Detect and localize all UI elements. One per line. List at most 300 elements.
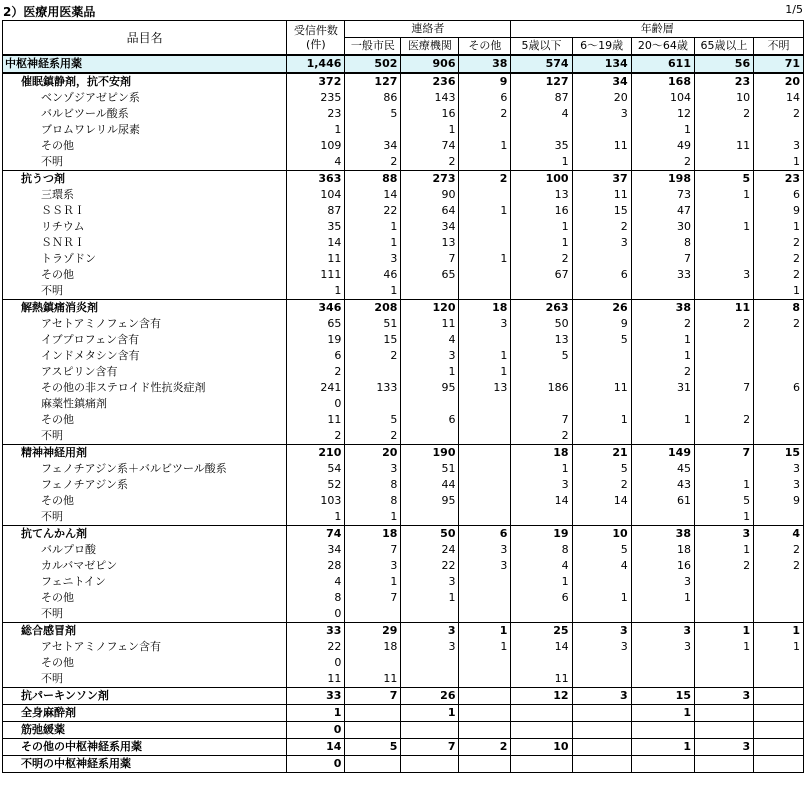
cell-value xyxy=(631,396,694,412)
cell-value: 34 xyxy=(345,138,401,154)
cell-value: 168 xyxy=(631,73,694,90)
cell-value: 1 xyxy=(572,590,631,606)
cell-value: 0 xyxy=(287,756,345,773)
cell-value: 50 xyxy=(511,316,572,332)
cell-value xyxy=(572,739,631,756)
cell-value: 2 xyxy=(459,106,511,122)
cell-value: 1 xyxy=(694,623,753,640)
cell-value: 1 xyxy=(694,542,753,558)
cell-value: 0 xyxy=(287,655,345,671)
cell-value: 6 xyxy=(287,348,345,364)
cell-value: 133 xyxy=(345,380,401,396)
row-label: バルプロ酸 xyxy=(3,542,287,558)
cell-value: 33 xyxy=(631,267,694,283)
cell-value: 263 xyxy=(511,300,572,317)
cell-value: 5 xyxy=(345,412,401,428)
page-title: 2）医療用医薬品 xyxy=(3,5,96,19)
cell-value: 11 xyxy=(511,671,572,688)
row-label: ベンゾジアゼピン系 xyxy=(3,90,287,106)
cell-value xyxy=(511,364,572,380)
row-label: トラゾドン xyxy=(3,251,287,267)
cell-value: 7 xyxy=(345,688,401,705)
cell-value xyxy=(694,574,753,590)
cell-value: 1 xyxy=(754,283,804,300)
row-label: 催眠鎮静剤，抗不安剤 xyxy=(3,73,287,90)
row-label: 不明 xyxy=(3,283,287,300)
cell-value: 4 xyxy=(287,154,345,171)
cell-value: 4 xyxy=(401,332,459,348)
row-label: インドメタシン含有 xyxy=(3,348,287,364)
row-label: 精神神経用剤 xyxy=(3,445,287,462)
row-label: 抗うつ剤 xyxy=(3,171,287,188)
cell-value: 52 xyxy=(287,477,345,493)
cell-value: 363 xyxy=(287,171,345,188)
cell-value: 6 xyxy=(754,380,804,396)
cell-value xyxy=(754,722,804,739)
cell-value: 2 xyxy=(754,235,804,251)
cell-value: 127 xyxy=(511,73,572,90)
cell-value xyxy=(694,428,753,445)
row-label: フェニトイン xyxy=(3,574,287,590)
row-label: フェノチアジン系＋バルビツール酸系 xyxy=(3,461,287,477)
cell-value: 120 xyxy=(401,300,459,317)
row-label: 中枢神経系用薬 xyxy=(3,55,287,73)
table-row xyxy=(3,332,804,348)
cell-value xyxy=(345,705,401,722)
cell-value: 2 xyxy=(631,154,694,171)
cell-value xyxy=(459,412,511,428)
cell-value: 7 xyxy=(511,412,572,428)
table-row xyxy=(3,283,804,300)
cell-value: 4 xyxy=(511,558,572,574)
cell-value: 44 xyxy=(401,477,459,493)
table-row xyxy=(3,380,804,396)
cell-value xyxy=(754,332,804,348)
cell-value: 51 xyxy=(401,461,459,477)
cell-value: 15 xyxy=(345,332,401,348)
cell-value: 8 xyxy=(631,235,694,251)
cell-value: 6 xyxy=(572,267,631,283)
cell-value: 149 xyxy=(631,445,694,462)
cell-value xyxy=(572,154,631,171)
cell-value: 14 xyxy=(287,739,345,756)
cell-value: 8 xyxy=(345,477,401,493)
cell-value: 7 xyxy=(401,739,459,756)
cell-value: 1 xyxy=(401,122,459,138)
table-row xyxy=(3,574,804,590)
table-row-category xyxy=(3,300,804,317)
cell-value: 23 xyxy=(287,106,345,122)
cell-value: 1 xyxy=(401,590,459,606)
cell-value: 1 xyxy=(754,639,804,655)
cell-value xyxy=(754,705,804,722)
row-label: リチウム xyxy=(3,219,287,235)
cell-value xyxy=(631,428,694,445)
row-label: アセトアミノフェン含有 xyxy=(3,639,287,655)
cell-value: 1 xyxy=(345,574,401,590)
cell-value xyxy=(511,283,572,300)
cell-value: 13 xyxy=(511,187,572,203)
cell-value xyxy=(459,493,511,509)
cell-value: 38 xyxy=(631,300,694,317)
cell-value xyxy=(459,187,511,203)
cell-value xyxy=(459,509,511,526)
cell-value: 1 xyxy=(631,705,694,722)
cell-value xyxy=(401,428,459,445)
cell-value: 61 xyxy=(631,493,694,509)
cell-value: 34 xyxy=(287,542,345,558)
cell-value xyxy=(459,219,511,235)
cell-value: 15 xyxy=(754,445,804,462)
cell-value: 1 xyxy=(345,283,401,300)
cell-value: 37 xyxy=(572,171,631,188)
cell-value xyxy=(694,251,753,267)
col-group-contact: 連絡者 xyxy=(345,21,511,38)
cell-value: 3 xyxy=(694,267,753,283)
cell-value: 241 xyxy=(287,380,345,396)
cell-value: 208 xyxy=(345,300,401,317)
cell-value: 2 xyxy=(345,428,401,445)
col-header-item-name: 品目名 xyxy=(3,21,287,56)
cell-value: 54 xyxy=(287,461,345,477)
cell-value: 11 xyxy=(572,138,631,154)
table-row xyxy=(3,639,804,655)
cell-value: 2 xyxy=(572,477,631,493)
cell-value: 73 xyxy=(631,187,694,203)
cell-value: 611 xyxy=(631,55,694,73)
cell-value: 22 xyxy=(345,203,401,219)
cell-value xyxy=(459,267,511,283)
cell-value: 103 xyxy=(287,493,345,509)
cell-value xyxy=(459,477,511,493)
cell-value: 3 xyxy=(459,542,511,558)
cell-value xyxy=(572,396,631,412)
cell-value: 1 xyxy=(459,639,511,655)
cell-value: 6 xyxy=(401,412,459,428)
cell-value xyxy=(345,396,401,412)
cell-value: 1 xyxy=(511,235,572,251)
cell-value: 46 xyxy=(345,267,401,283)
cell-value: 3 xyxy=(631,623,694,640)
cell-value: 3 xyxy=(572,688,631,705)
cell-value: 236 xyxy=(401,73,459,90)
cell-value: 1 xyxy=(631,348,694,364)
col-header-age-6-19: 6～19歳 xyxy=(572,38,631,56)
col-group-age: 年齢層 xyxy=(511,21,804,38)
cell-value xyxy=(459,428,511,445)
cell-value: 0 xyxy=(287,396,345,412)
cell-value: 2 xyxy=(694,558,753,574)
cell-value xyxy=(572,722,631,739)
cell-value: 1 xyxy=(572,412,631,428)
cell-value xyxy=(694,235,753,251)
cell-value: 1 xyxy=(459,364,511,380)
cell-value: 35 xyxy=(287,219,345,235)
cell-value: 7 xyxy=(631,251,694,267)
cell-value: 11 xyxy=(287,251,345,267)
cell-value: 1 xyxy=(345,235,401,251)
cell-value: 3 xyxy=(694,526,753,543)
cell-value: 12 xyxy=(511,688,572,705)
cell-value: 3 xyxy=(572,639,631,655)
cell-value: 3 xyxy=(511,477,572,493)
table-row-category xyxy=(3,171,804,188)
cell-value: 1 xyxy=(694,187,753,203)
cell-value: 13 xyxy=(401,235,459,251)
cell-value: 372 xyxy=(287,73,345,90)
cell-value xyxy=(631,671,694,688)
cell-value: 1 xyxy=(401,364,459,380)
cell-value xyxy=(401,606,459,623)
table-row-category xyxy=(3,739,804,756)
cell-value: 15 xyxy=(572,203,631,219)
cell-value: 143 xyxy=(401,90,459,106)
table-row xyxy=(3,671,804,688)
cell-value: 2 xyxy=(694,412,753,428)
medicine-table xyxy=(2,20,804,773)
cell-value: 3 xyxy=(401,623,459,640)
cell-value: 2 xyxy=(754,251,804,267)
cell-value xyxy=(511,756,572,773)
table-row xyxy=(3,348,804,364)
cell-value xyxy=(631,509,694,526)
cell-value xyxy=(754,412,804,428)
cell-value: 7 xyxy=(345,590,401,606)
cell-value xyxy=(694,348,753,364)
cell-value xyxy=(754,428,804,445)
cell-value: 8 xyxy=(287,590,345,606)
cell-value: 3 xyxy=(401,639,459,655)
cell-value: 20 xyxy=(572,90,631,106)
table-row xyxy=(3,396,804,412)
cell-value: 10 xyxy=(511,739,572,756)
cell-value: 86 xyxy=(345,90,401,106)
cell-value: 273 xyxy=(401,171,459,188)
cell-value: 45 xyxy=(631,461,694,477)
cell-value: 20 xyxy=(345,445,401,462)
cell-value xyxy=(459,396,511,412)
table-row xyxy=(3,267,804,283)
table-row-category xyxy=(3,526,804,543)
cell-value: 1 xyxy=(631,122,694,138)
cell-value: 1 xyxy=(511,574,572,590)
cell-value xyxy=(459,283,511,300)
cell-value xyxy=(345,756,401,773)
cell-value: 14 xyxy=(754,90,804,106)
cell-value: 4 xyxy=(754,526,804,543)
cell-value xyxy=(401,671,459,688)
row-label: 不明 xyxy=(3,428,287,445)
cell-value: 3 xyxy=(754,138,804,154)
cell-value: 28 xyxy=(287,558,345,574)
cell-value: 104 xyxy=(631,90,694,106)
cell-value: 20 xyxy=(754,73,804,90)
cell-value xyxy=(345,655,401,671)
cell-value xyxy=(459,445,511,462)
cell-value: 9 xyxy=(572,316,631,332)
cell-value xyxy=(572,428,631,445)
cell-value: 109 xyxy=(287,138,345,154)
table-row-total xyxy=(3,55,804,73)
cell-value xyxy=(345,364,401,380)
cell-value: 65 xyxy=(287,316,345,332)
cell-value: 3 xyxy=(572,235,631,251)
cell-value: 30 xyxy=(631,219,694,235)
cell-value: 7 xyxy=(694,445,753,462)
cell-value: 3 xyxy=(345,558,401,574)
cell-value: 11 xyxy=(694,138,753,154)
table-row xyxy=(3,154,804,171)
cell-value xyxy=(511,122,572,138)
cell-value: 134 xyxy=(572,55,631,73)
cell-value xyxy=(572,574,631,590)
cell-value: 1 xyxy=(287,509,345,526)
cell-value: 25 xyxy=(511,623,572,640)
cell-value: 19 xyxy=(287,332,345,348)
cell-value xyxy=(754,688,804,705)
cell-value: 574 xyxy=(511,55,572,73)
cell-value: 31 xyxy=(631,380,694,396)
cell-value: 10 xyxy=(572,526,631,543)
table-row xyxy=(3,203,804,219)
cell-value: 8 xyxy=(511,542,572,558)
cell-value: 8 xyxy=(345,493,401,509)
cell-value: 198 xyxy=(631,171,694,188)
cell-value: 2 xyxy=(401,154,459,171)
cell-value: 3 xyxy=(694,739,753,756)
cell-value: 13 xyxy=(459,380,511,396)
row-label: その他の非ステロイド性抗炎症剤 xyxy=(3,380,287,396)
row-label: 三環系 xyxy=(3,187,287,203)
cell-value: 4 xyxy=(572,558,631,574)
cell-value xyxy=(459,756,511,773)
cell-value: 1 xyxy=(287,705,345,722)
cell-value: 49 xyxy=(631,138,694,154)
cell-value: 7 xyxy=(345,542,401,558)
cell-value xyxy=(511,722,572,739)
table-row xyxy=(3,606,804,623)
cell-value: 906 xyxy=(401,55,459,73)
table-row xyxy=(3,251,804,267)
cell-value: 2 xyxy=(287,364,345,380)
cell-value: 33 xyxy=(287,623,345,640)
cell-value: 2 xyxy=(694,316,753,332)
cell-value: 100 xyxy=(511,171,572,188)
row-label: その他 xyxy=(3,412,287,428)
cell-value: 18 xyxy=(631,542,694,558)
cell-value: 71 xyxy=(754,55,804,73)
cell-value: 18 xyxy=(345,526,401,543)
cell-value: 90 xyxy=(401,187,459,203)
row-label: 麻薬性鎮痛剤 xyxy=(3,396,287,412)
cell-value: 22 xyxy=(401,558,459,574)
table-row xyxy=(3,493,804,509)
cell-value xyxy=(459,671,511,688)
cell-value xyxy=(572,705,631,722)
cell-value: 1 xyxy=(694,509,753,526)
cell-value xyxy=(631,283,694,300)
table-row xyxy=(3,590,804,606)
cell-value: 21 xyxy=(572,445,631,462)
cell-value xyxy=(511,396,572,412)
cell-value xyxy=(459,235,511,251)
cell-value xyxy=(754,509,804,526)
cell-value xyxy=(572,364,631,380)
cell-value: 1 xyxy=(345,219,401,235)
cell-value: 11 xyxy=(287,671,345,688)
table-row xyxy=(3,412,804,428)
cell-value: 3 xyxy=(694,688,753,705)
cell-value xyxy=(459,655,511,671)
cell-value: 5 xyxy=(572,461,631,477)
cell-value xyxy=(459,461,511,477)
cell-value xyxy=(401,722,459,739)
cell-value: 95 xyxy=(401,380,459,396)
col-header-received-line2: (件) xyxy=(306,37,326,51)
cell-value xyxy=(572,606,631,623)
cell-value: 3 xyxy=(459,316,511,332)
cell-value xyxy=(754,739,804,756)
cell-value: 11 xyxy=(287,412,345,428)
cell-value: 1 xyxy=(459,348,511,364)
cell-value: 14 xyxy=(511,639,572,655)
col-header-received xyxy=(287,21,345,56)
row-label: ＳＳＲＩ xyxy=(3,203,287,219)
cell-value: 18 xyxy=(345,639,401,655)
cell-value: 19 xyxy=(511,526,572,543)
cell-value: 2 xyxy=(754,542,804,558)
cell-value: 56 xyxy=(694,55,753,73)
cell-value: 2 xyxy=(511,428,572,445)
cell-value: 29 xyxy=(345,623,401,640)
cell-value: 95 xyxy=(401,493,459,509)
cell-value: 1 xyxy=(631,739,694,756)
cell-value xyxy=(572,251,631,267)
cell-value xyxy=(572,283,631,300)
cell-value: 38 xyxy=(631,526,694,543)
cell-value: 14 xyxy=(511,493,572,509)
row-label: 不明 xyxy=(3,606,287,623)
row-label: 不明 xyxy=(3,154,287,171)
cell-value xyxy=(631,606,694,623)
cell-value: 104 xyxy=(287,187,345,203)
cell-value xyxy=(694,655,753,671)
cell-value: 3 xyxy=(754,477,804,493)
cell-value xyxy=(694,154,753,171)
cell-value xyxy=(694,122,753,138)
cell-value xyxy=(754,364,804,380)
cell-value: 74 xyxy=(401,138,459,154)
row-label: 不明 xyxy=(3,671,287,688)
cell-value: 43 xyxy=(631,477,694,493)
cell-value: 1 xyxy=(459,251,511,267)
cell-value: 2 xyxy=(631,364,694,380)
row-label: 全身麻酔剤 xyxy=(3,705,287,722)
table-row xyxy=(3,364,804,380)
cell-value: 23 xyxy=(754,171,804,188)
cell-value xyxy=(754,756,804,773)
cell-value: 3 xyxy=(401,348,459,364)
cell-value: 6 xyxy=(754,187,804,203)
row-label: 不明の中枢神経系用薬 xyxy=(3,756,287,773)
cell-value: 346 xyxy=(287,300,345,317)
table-row xyxy=(3,106,804,122)
row-label: イブプロフェン含有 xyxy=(3,332,287,348)
cell-value: 2 xyxy=(459,171,511,188)
cell-value: 2 xyxy=(287,428,345,445)
table-row xyxy=(3,122,804,138)
col-header-age-0-5: 5歳以下 xyxy=(511,38,572,56)
